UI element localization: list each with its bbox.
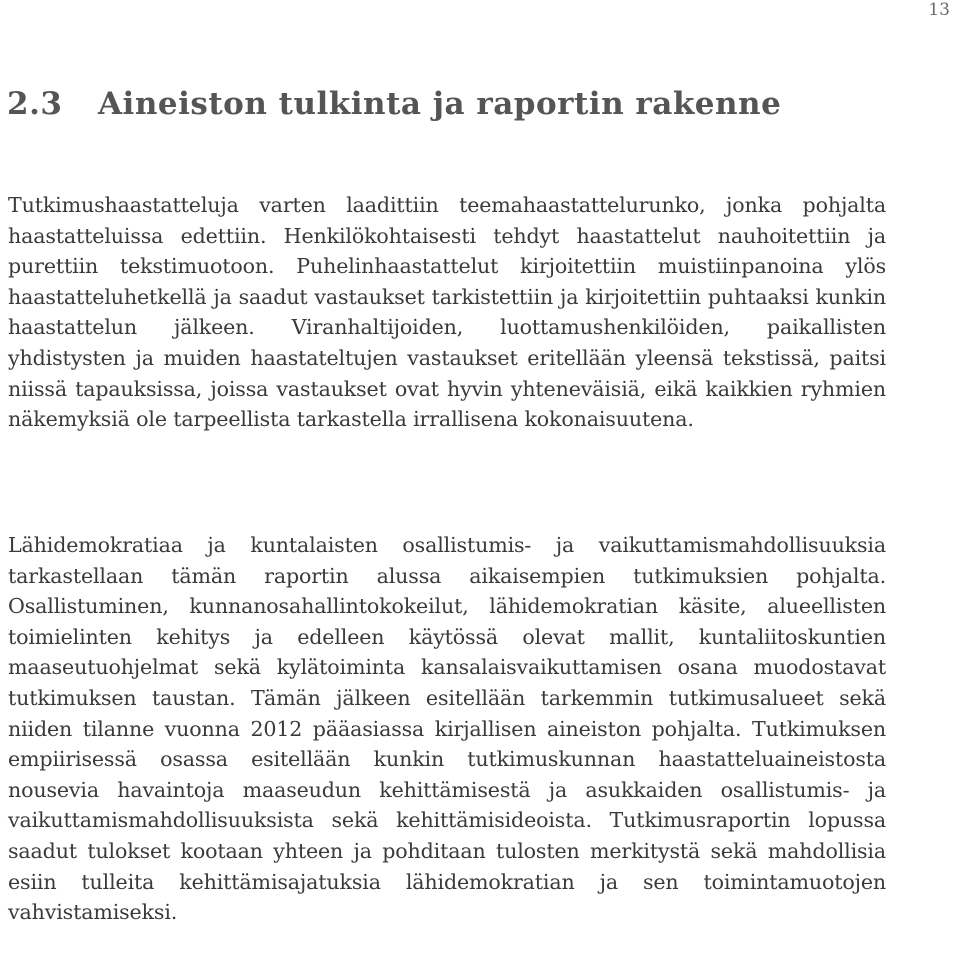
- section-heading: [7, 86, 781, 122]
- body-paragraph-2: Lähidemokratiaa ja kuntalaisten osallistumis- ja vaikuttamismahdollisuuksia tarkastellaan tämän raportin alussa aikaisempien tutkimuksien pohjalta. Osallistuminen, kunnanosahallintokokeilut, lähidemokratian käsite, alueellisten toimielinten kehitys ja edelleen käytössä olevat mallit, kuntaliitoskuntien maaseutuohjelmat sekä kylätoiminta kansalaisvaikuttamisen osana muodostavat tutkimuksen taustan. Tämän jälkeen esitellään tarkemmin tutkimusalueet sekä niiden tilanne vuonna 2012 pääasiassa kirjallisen aineiston pohjalta. Tutkimuksen empiirisessä osassa esitellään kunkin tutkimuskunnan haastatteluaineistosta nousevia havaintoja maaseudun kehittämisestä ja asukkaiden osallistumis- ja vaikuttamismahdollisuuksista sekä kehittämisideoista. Tutkimusraportin lopussa saadut tulokset kootaan yhteen ja pohditaan tulosten merkitystä sekä mahdollisia esiin tulleita kehittämisajatuksia lähidemokratian ja sen toimintamuotojen vahvistamiseksi.: [8, 533, 886, 925]
- section-number: 2.3: [7, 86, 63, 122]
- page-number: 13: [928, 0, 950, 20]
- section-title: Aineiston tulkinta ja raportin rakenne: [98, 86, 782, 122]
- body-paragraph-1: Tutkimushaastatteluja varten laadittiin teemahaastattelurunko, jonka pohjalta haastatteluissa edettiin. Henkilökohtaisesti tehdyt haastattelut nauhoitettiin ja purettiin tekstimuotoon. Puhelinhaastattelut kirjoitettiin muistiinpanoina ylös haastatteluhetkellä ja saadut vastaukset tarkistettiin ja kirjoitettiin puhtaaksi kunkin haastattelun jälkeen. Viranhaltijoiden, luottamushenkilöiden, paikallisten yhdistysten ja muiden haastateltujen vastaukset eritellään yleensä tekstissä, paitsi niissä tapauksissa, joissa vastaukset ovat hyvin yhteneväisiä, eikä kaikkien ryhmien näkemyksiä ole tarpeellista tarkastella irrallisena kokonaisuutena.: [8, 193, 886, 432]
